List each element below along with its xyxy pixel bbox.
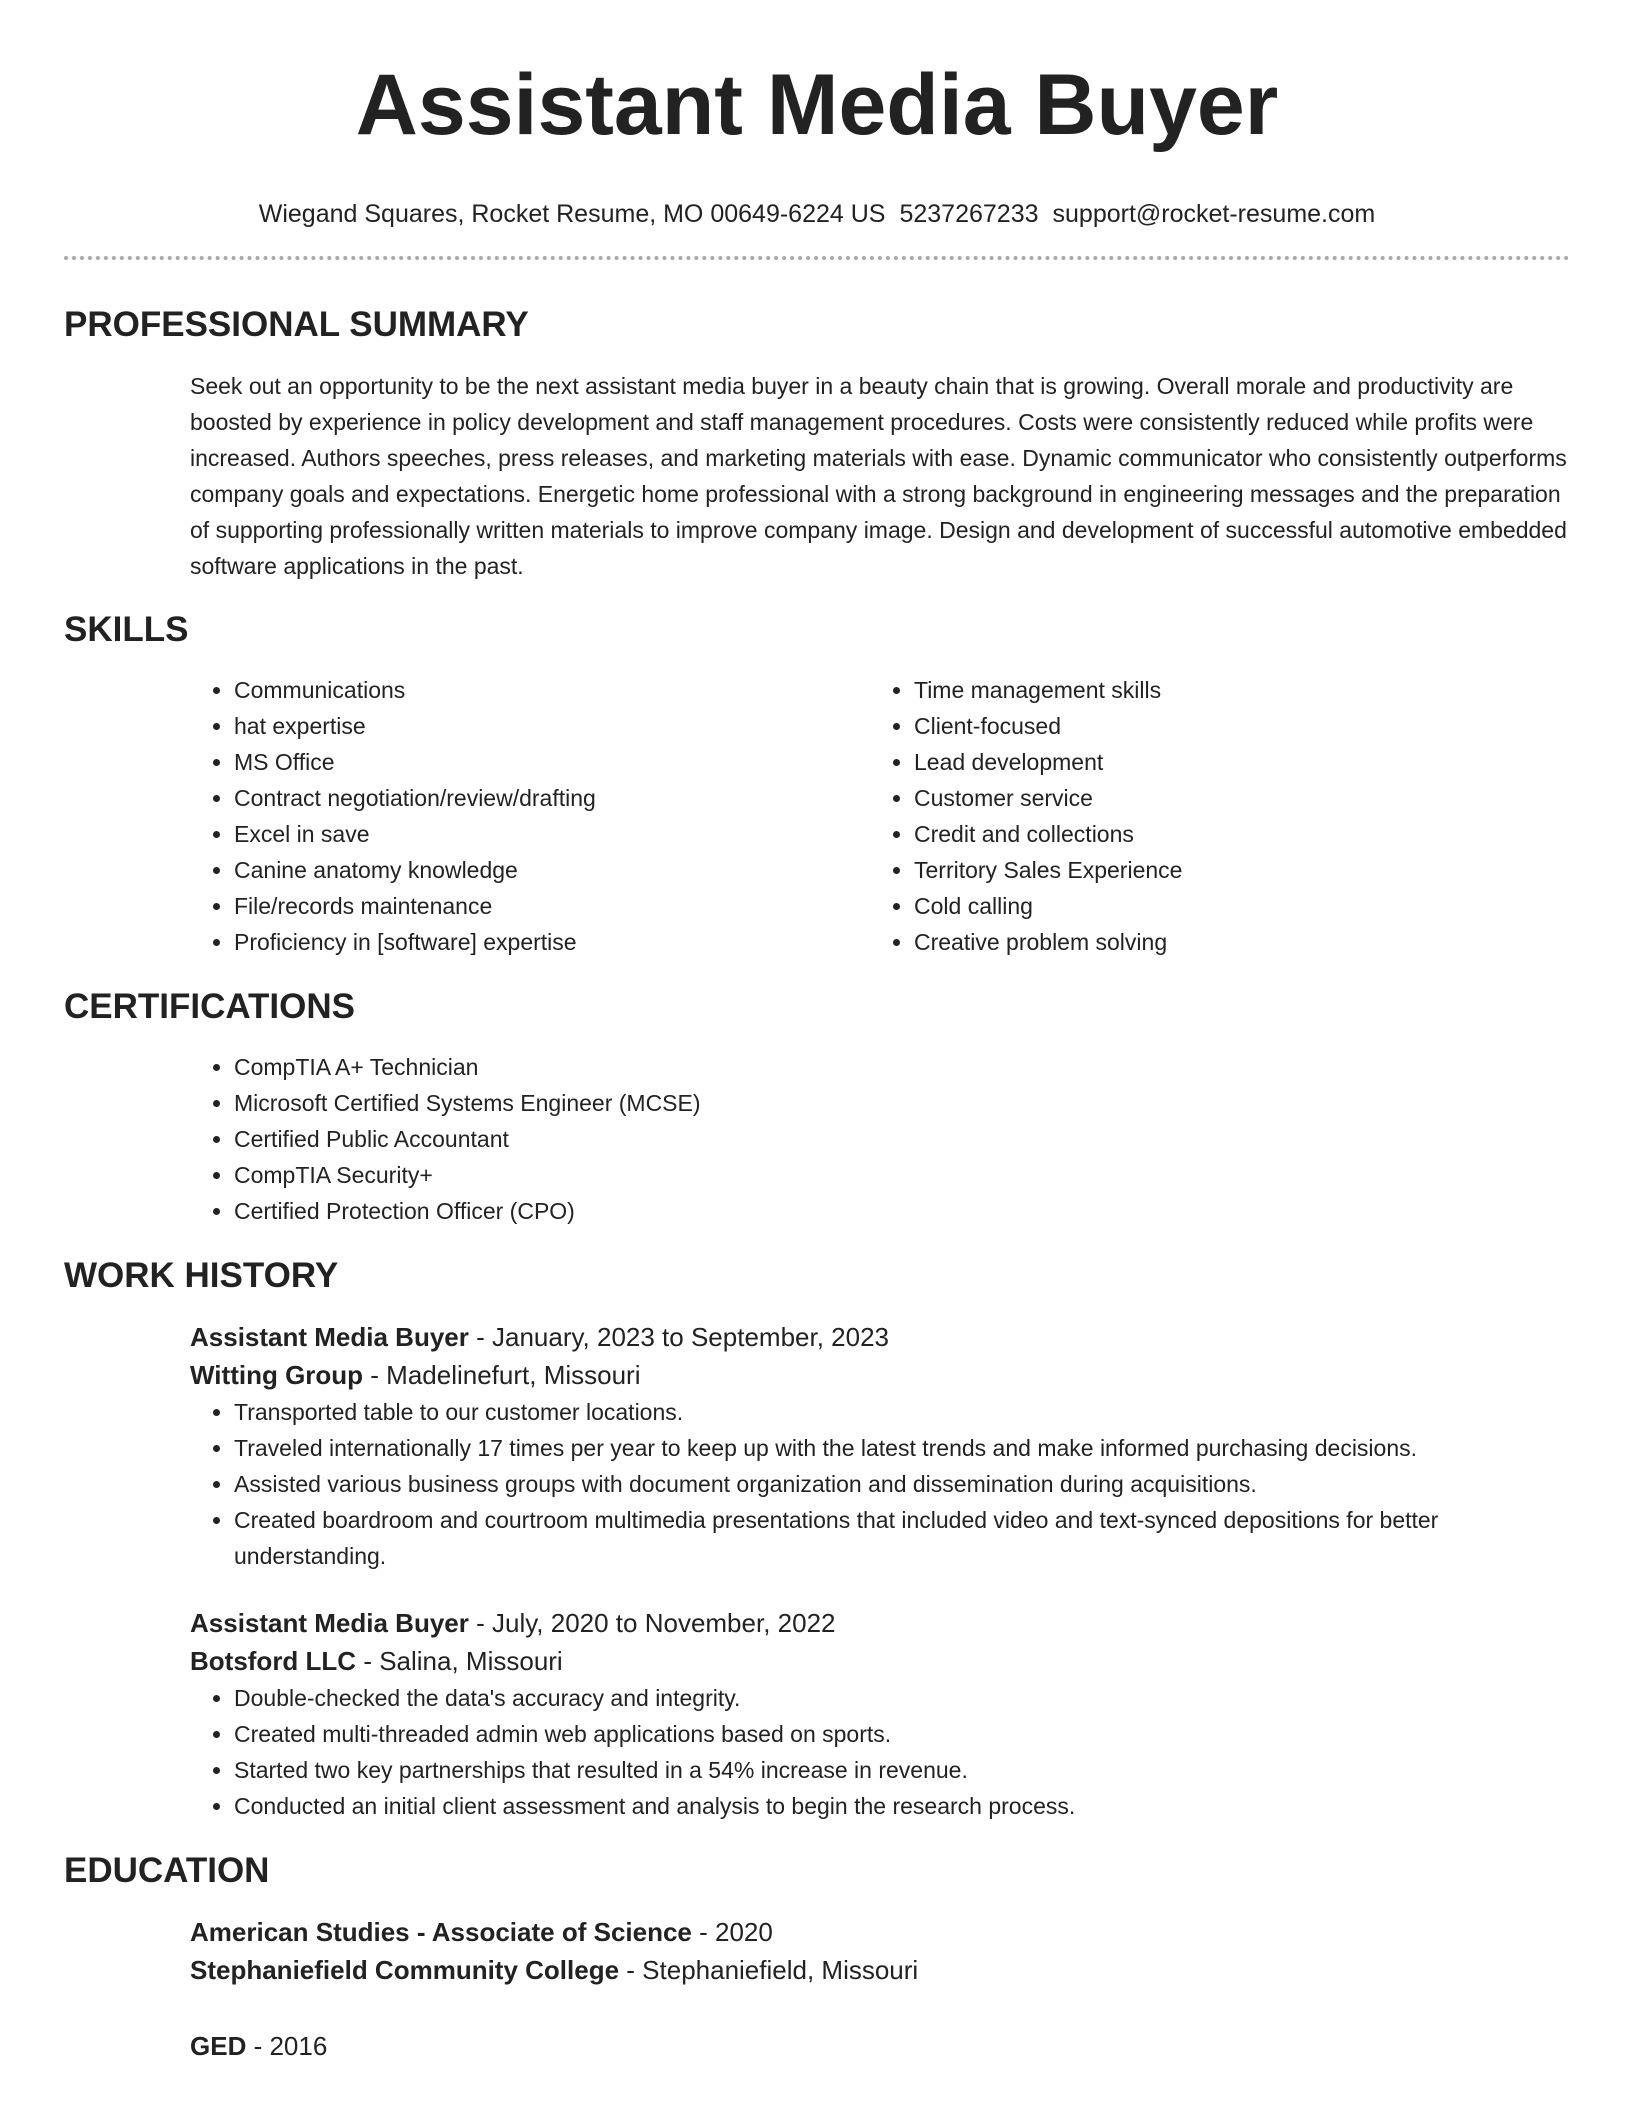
skills-column-right [870, 672, 1550, 960]
certifications-list [190, 1049, 1570, 1229]
work-history-section [64, 1256, 1570, 1824]
skill-item: • Proficiency in [software] expertise [234, 924, 870, 960]
skill-item: • Canine anatomy knowledge [234, 852, 870, 888]
skill-item: • Excel in save [234, 816, 870, 852]
certifications-body [190, 1049, 1570, 1229]
contact-phone: 5237267233 [899, 200, 1039, 228]
job-company: Botsford LLC [190, 1646, 357, 1676]
skill-item: • Customer service [914, 780, 1550, 816]
education-school-line [190, 1951, 1570, 1989]
job-entry [190, 1318, 1570, 1574]
certification-item: • Certified Public Accountant [234, 1121, 1570, 1157]
job-duty-item: • Created multi-threaded admin web applications based on sports. [234, 1716, 1570, 1752]
contact-address: Wiegand Squares, Rocket Resume, MO 00649-6224 US [258, 200, 886, 228]
certification-item: • CompTIA A+ Technician [234, 1049, 1570, 1085]
skill-item: • Time management skills [914, 672, 1550, 708]
skill-item: • Credit and collections [914, 816, 1550, 852]
skill-item: • Contract negotiation/review/drafting [234, 780, 870, 816]
job-duty-item: • Started two key partnerships that resulted in a 54% increase in revenue. [234, 1752, 1570, 1788]
job-title-line [190, 1318, 1570, 1356]
skill-item: • File/records maintenance [234, 888, 870, 924]
education-heading: EDUCATION [64, 1851, 270, 1890]
summary-section [64, 305, 1570, 584]
skill-item: • Cold calling [914, 888, 1550, 924]
work-history-heading: WORK HISTORY [64, 1256, 339, 1295]
certification-item: • Microsoft Certified Systems Engineer (MCSE) [234, 1085, 1570, 1121]
job-duty-item: • Conducted an initial client assessment and analysis to begin the research process. [234, 1788, 1570, 1824]
contact-email: support@rocket-resume.com [1052, 200, 1376, 228]
skills-section [64, 610, 1570, 960]
resume-name: Assistant Media Buyer [355, 57, 1279, 153]
education-entry [190, 1913, 1570, 1989]
skills-list-left [190, 672, 870, 960]
skills-list-right [870, 672, 1550, 960]
job-role: Assistant Media Buyer [190, 1322, 469, 1352]
job-title-line [190, 1604, 1570, 1642]
skill-item: • Lead development [914, 744, 1550, 780]
header-divider [64, 256, 1570, 260]
education-entry [190, 2027, 1570, 2065]
education-year: - 2020 [691, 1917, 773, 1947]
job-duty-item: • Created boardroom and courtroom multimedia presentations that included video and text-synced depositions for better understanding. [234, 1502, 1570, 1574]
summary-heading: PROFESSIONAL SUMMARY [64, 305, 529, 344]
job-dates: - July, 2020 to November, 2022 [468, 1608, 836, 1638]
job-location: - Salina, Missouri [356, 1646, 563, 1676]
skills-columns [190, 672, 1570, 960]
certifications-heading: CERTIFICATIONS [64, 987, 356, 1026]
education-degree-line [190, 1913, 1570, 1951]
job-duties-list [190, 1394, 1570, 1574]
skills-heading: SKILLS [64, 610, 189, 649]
education-school: Stephaniefield Community College [190, 1955, 620, 1985]
resume-page [64, 0, 1570, 2065]
skills-column-left [190, 672, 870, 960]
job-duties-list [190, 1680, 1570, 1824]
job-duty-item: • Double-checked the data's accuracy and integrity. [234, 1680, 1570, 1716]
certification-item: • Certified Protection Officer (CPO) [234, 1193, 1570, 1229]
education-section [64, 1851, 1570, 2065]
job-location: - Madelinefurt, Missouri [363, 1360, 641, 1390]
education-year: - 2016 [246, 2031, 328, 2061]
skill-item: • Client-focused [914, 708, 1550, 744]
job-duty-item: • Assisted various business groups with document organization and dissemination during acquisitions. [234, 1466, 1570, 1502]
job-role: Assistant Media Buyer [190, 1608, 469, 1638]
job-company-line [190, 1356, 1570, 1394]
job-duty-item: • Traveled internationally 17 times per year to keep up with the latest trends and make informed purchasing decisions. [234, 1430, 1570, 1466]
skill-item: • hat expertise [234, 708, 870, 744]
certification-item: • CompTIA Security+ [234, 1157, 1570, 1193]
skill-item: • Territory Sales Experience [914, 852, 1550, 888]
education-degree: American Studies - Associate of Science [190, 1917, 692, 1947]
job-dates: - January, 2023 to September, 2023 [468, 1322, 890, 1352]
education-degree-line [190, 2027, 1570, 2065]
summary-text: Seek out an opportunity to be the next assistant media buyer in a beauty chain that is growing. Overall morale and productivity are boosted by experience in policy development and staff management procedures. Costs were consistently reduced while profits were increased. Authors speeches, press releases, and marketing materials with ease. Dynamic communicator who consistently outperforms company goals and expectations. Energetic home professional with a strong background in engineering messages and the preparation of supporting professionally written materials to improve company image. Design and development of successful automotive embedded software applications in the past. [190, 373, 1567, 579]
job-entry [190, 1604, 1570, 1824]
education-degree: GED [190, 2031, 247, 2061]
job-company: Witting Group [190, 1360, 364, 1390]
job-company-line [190, 1642, 1570, 1680]
contact-line [64, 199, 1570, 229]
job-duty-item: • Transported table to our customer locations. [234, 1394, 1570, 1430]
skill-item: • MS Office [234, 744, 870, 780]
certifications-section [64, 987, 1570, 1229]
skill-item: • Creative problem solving [914, 924, 1550, 960]
skill-item: • Communications [234, 672, 870, 708]
education-location: - Stephaniefield, Missouri [619, 1955, 919, 1985]
